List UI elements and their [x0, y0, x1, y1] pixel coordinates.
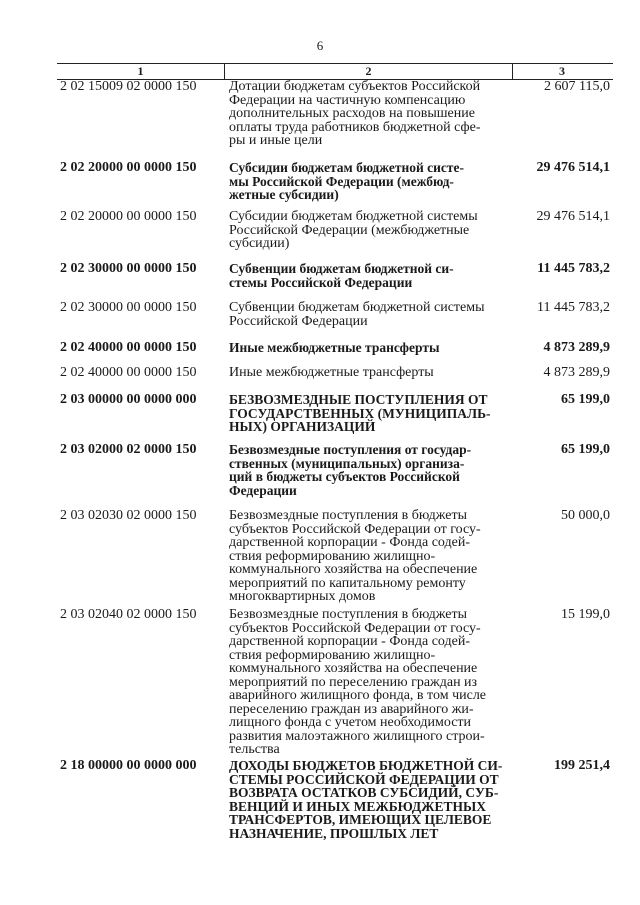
header-column-1: 1 [137, 64, 144, 78]
income-description [229, 301, 514, 328]
income-description [229, 759, 514, 840]
description-line: Дотации бюджетам субъектов Российской [229, 79, 481, 94]
description-line: Российской Федерации [229, 313, 368, 329]
income-description [229, 161, 514, 202]
description-line: ций в бюджеты субъектов Российской [229, 469, 460, 484]
description-line: мероприятий по переселению граждан из [229, 674, 478, 690]
description-line: Субсидии бюджетам бюджетной систе- [229, 160, 465, 175]
income-description [229, 341, 514, 355]
amount-value: 11 445 783,2 [537, 261, 610, 276]
description-line: Субсидии бюджетам бюджетной системы [229, 209, 478, 224]
amount-value: 65 199,0 [561, 392, 610, 407]
description-line: ТРАНСФЕРТОВ, ИМЕЮЩИХ ЦЕЛЕВОЕ [229, 812, 492, 827]
description-line: мероприятий по капитальному ремонту [229, 575, 466, 591]
description-line: ры и иные цели [229, 133, 323, 148]
page-number: 6 [316, 38, 324, 53]
description-line: Безвозмездные поступления в бюджеты [229, 508, 467, 523]
description-line: субсидии) [229, 236, 290, 251]
description-line: аварийного жилищного фонда, в том числе [229, 688, 487, 703]
description-line: Субвенции бюджетам бюджетной системы [229, 300, 485, 315]
description-line: ВОЗВРАТА ОСТАТКОВ СУБСИДИЙ, СУБ- [229, 785, 499, 800]
description-line: мы Российской Федерации (межбюд- [229, 173, 454, 189]
budget-code: 2 03 02000 02 0000 150 [60, 442, 197, 457]
description-line: многоквартирных домов [229, 589, 376, 604]
income-description [229, 262, 514, 289]
income-description [229, 80, 514, 148]
description-line: коммунального хозяйства на обеспечение [229, 562, 478, 577]
budget-code: 2 02 30000 00 0000 150 [60, 261, 197, 276]
amount-value: 4 873 289,9 [543, 365, 610, 380]
description-line: стемы Российской Федерации [229, 274, 413, 290]
description-line: ВЕНЦИЙ И ИНЫХ МЕЖБЮДЖЕТНЫХ [229, 798, 487, 814]
description-line: ствия реформированию жилищно- [229, 548, 436, 564]
description-line: лищного фонда с учетом необходимости [229, 715, 472, 730]
description-line: переселению граждан из аварийного жи- [229, 701, 474, 717]
description-line: Иные межбюджетные трансферты [229, 365, 434, 380]
amount-value: 29 476 514,1 [536, 209, 610, 224]
amount-value: 29 476 514,1 [536, 160, 610, 175]
description-line: ДОХОДЫ БЮДЖЕТОВ БЮДЖЕТНОЙ СИ- [229, 758, 503, 773]
budget-code: 2 03 02030 02 0000 150 [60, 508, 197, 523]
budget-code: 2 02 40000 00 0000 150 [60, 340, 197, 355]
description-line: Безвозмездные поступления от государ- [229, 442, 472, 457]
description-line: Федерации на частичную компенсацию [229, 92, 466, 108]
budget-code: 2 02 40000 00 0000 150 [60, 365, 197, 380]
description-line: субъектов Российской Федерации от госу- [229, 521, 481, 537]
description-line: дополнительных расходов на повышение [229, 106, 475, 121]
income-description [229, 443, 514, 497]
description-line: Российской Федерации (межбюджетные [229, 222, 470, 238]
budget-code: 2 02 30000 00 0000 150 [60, 300, 197, 315]
description-line: дарственной корпорации - Фонда содей- [229, 535, 471, 550]
budget-code: 2 03 00000 00 0000 000 [60, 392, 197, 407]
amount-value: 4 873 289,9 [543, 340, 610, 355]
amount-value: 65 199,0 [561, 442, 610, 457]
description-line: ственных (муниципальных) организа- [229, 455, 465, 471]
budget-code: 2 02 15009 02 0000 150 [60, 79, 197, 94]
income-description [229, 393, 514, 434]
description-line: субъектов Российской Федерации от госу- [229, 620, 481, 636]
amount-value: 199 251,4 [554, 758, 610, 773]
budget-code: 2 03 02040 02 0000 150 [60, 607, 197, 622]
amount-value: 50 000,0 [561, 508, 610, 523]
header-column-3: 3 [559, 64, 565, 78]
budget-code: 2 18 00000 00 0000 000 [60, 758, 197, 773]
description-line: дарственной корпорации - Фонда содей- [229, 634, 471, 649]
description-line: ГОСУДАРСТВЕННЫХ (МУНИЦИПАЛЬ- [229, 405, 491, 421]
description-line: Безвозмездные поступления в бюджеты [229, 607, 467, 622]
description-line: Иные межбюджетные трансферты [229, 340, 440, 355]
description-line: НЫХ) ОРГАНИЗАЦИЙ [229, 419, 376, 434]
description-line: НАЗНАЧЕНИЕ, ПРОШЛЫХ ЛЕТ [229, 825, 439, 841]
income-description [229, 509, 514, 604]
amount-value: 2 607 115,0 [544, 79, 610, 94]
budget-code: 2 02 20000 00 0000 150 [60, 160, 197, 175]
description-line: развития малоэтажного жилищного строи- [229, 728, 485, 744]
description-line: Субвенции бюджетам бюджетной си- [229, 261, 454, 276]
budget-code: 2 02 20000 00 0000 150 [60, 209, 197, 224]
description-line: Федерации [229, 482, 297, 498]
description-line: ствия реформированию жилищно- [229, 647, 436, 663]
income-description [229, 210, 514, 251]
description-line: тельства [229, 742, 280, 757]
description-line: оплаты труда работников бюджетной сфе- [229, 119, 481, 135]
amount-value: 15 199,0 [561, 607, 610, 622]
description-line: СТЕМЫ РОССИЙСКОЙ ФЕДЕРАЦИИ ОТ [229, 771, 499, 787]
description-line: коммунального хозяйства на обеспечение [229, 661, 478, 676]
header-column-2: 2 [224, 64, 513, 79]
description-line: БЕЗВОЗМЕЗДНЫЕ ПОСТУПЛЕНИЯ ОТ [229, 392, 488, 407]
description-line: жетные субсидии) [229, 187, 339, 202]
income-description [229, 366, 514, 380]
amount-value: 11 445 783,2 [537, 300, 610, 315]
income-description [229, 608, 514, 757]
